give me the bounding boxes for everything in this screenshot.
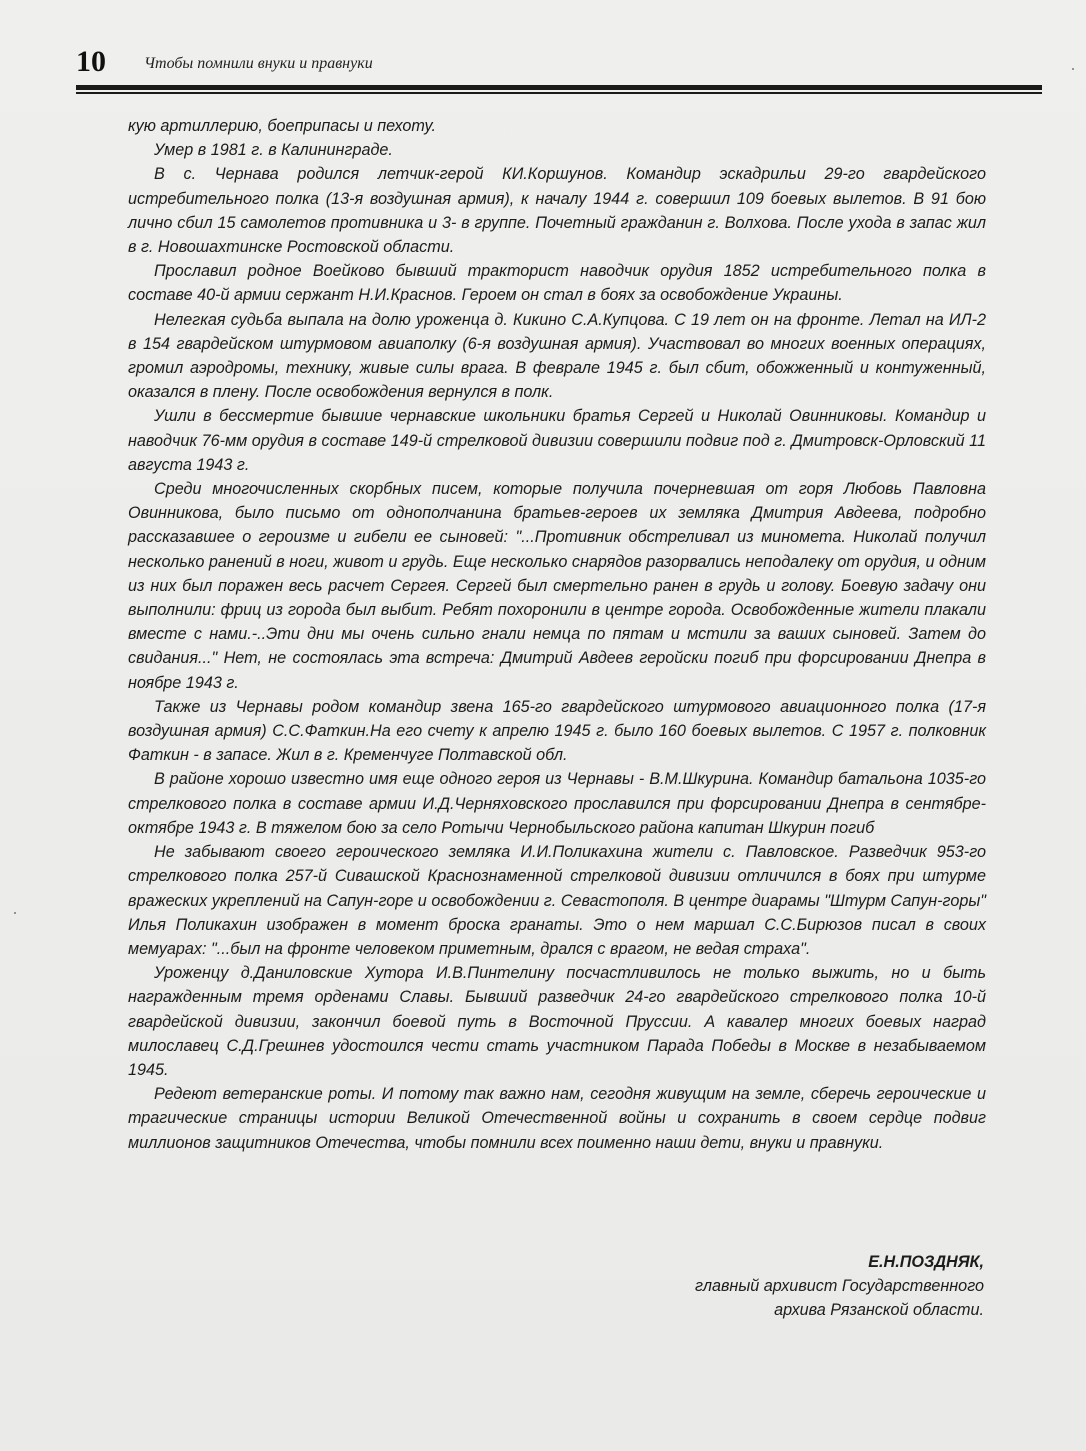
paragraph: Редеют ветеранские роты. И потому так важно нам, сегодня живущим на земле, сберечь героические и трагические страницы истории Великой Отечественной войны и сохранить в своем сердце подвиг миллионов защитников Отечества, чтобы помнили всех поименно наши дети, внуки и правнуки.	[128, 1085, 986, 1152]
paragraph: Ушли в бессмертие бывшие чернавские школьники братья Сергей и Николай Овинниковы. Командир и наводчик 76-мм орудия в составе 149-й стрелковой дивизии совершили подвиг под г. Дмитровск-Орловский 11 августа 1943 г.	[128, 407, 986, 474]
paragraph: Прославил родное Воейково бывший тракторист наводчик орудия 1852 истребительного полка в составе 40-й армии сержант Н.И.Краснов. Героем он стал в боях за освобождение Украины.	[128, 262, 986, 305]
author-name: Е.Н.ПОЗДНЯК,	[868, 1253, 984, 1271]
author-title-line-1: главный архивист Государственного	[695, 1277, 984, 1296]
paragraph: Также из Чернавы родом командир звена 165-го гвардейского штурмового авиационного полка (17-я воздушная армия) С.С.Фаткин.На его счету к апрелю 1945 г. было 160 боевых вылетов. С 1957 г. полковник Фаткин - в запасе. Жил в г. Кременчуге Полтавской обл.	[128, 697, 986, 765]
page-number: 10	[76, 45, 106, 78]
paragraph: В районе хорошо известно имя еще одного героя из Чернавы - В.М.Шкурина. Командир батальона 1035-го стрелкового полка в составе армии И.Д.Черняховского прославился при форсировании Днепра в сентябре-октябре 1943 г. В тяжелом бою за село Ротычи Чернобыльского района капитан Шкурин погиб	[128, 770, 986, 837]
paragraph: Уроженцу д.Даниловские Хутора И.В.Пинтелину посчастливилось не только выжить, но и быть награжденным тремя орденами Славы. Бывший разведчик 24-го гвардейского стрелкового полка 10-й гвардейской дивизии, закончил боевой путь в Восточной Пруссии. А кавалер многих боевых наград милославец С.Д.Грешнев удостоился чести стать участником Парада Победы в Москве в незабываемом 1945.	[128, 964, 986, 1079]
scan-speck	[1072, 68, 1074, 70]
paragraph: кую артиллерию, боеприпасы и пехоту.	[128, 117, 437, 135]
page-header	[76, 44, 1042, 84]
paragraph: В с. Чернава родился летчик-герой КИ.Коршунов. Командир эскадрильи 29-го гвардейского истребительного полка (13-я воздушная армия), к началу 1944 г. совершил 109 боевых вылетов. В 91 бою лично сбил 15 самолетов противника и 3- в группе. Почетный гражданин г. Волхова. После ухода в запас жил в г. Новошахтинске Ростовской области.	[128, 165, 986, 257]
running-title: Чтобы помнили внуки и правнуки	[144, 55, 373, 72]
signature-block	[695, 1250, 984, 1323]
paragraph: Умер в 1981 г. в Калининграде.	[154, 141, 393, 160]
author-title-line-2: архива Рязанской области.	[774, 1301, 984, 1320]
header-rule-thin	[76, 92, 1042, 94]
header-rule-thick	[76, 85, 1042, 90]
paragraph: Не забывают своего героического земляка И.И.Поликахина жители с. Павловское. Разведчик 953-го стрелкового полка 257-й Сивашской Краснознаменной стрелковой дивизии отличился в боях при штурме вражеских укреплений на Сапун-горе и освобождении г. Севастополя. В центре диарамы "Штурм Сапун-горы" Илья Поликахин изображен в момент броска гранаты. Это о нем маршал С.С.Бирюзов писал в своих мемуарах: "...был на фронте человеком приметным, дрался с врагом, не ведая страха".	[128, 843, 986, 958]
paragraph: Среди многочисленных скорбных писем, которые получила почерневшая от горя Любовь Павловна Овинникова, было письмо от однополчанина братьев-героев их земляка Дмитрия Авдеева, подробно рассказавшее о героизме и гибели ее сыновей: "...Противник обстреливал из миномета. Николай получил несколько ранений в ноги, живот и грудь. Еще несколько снарядов разорвались неподалеку от орудия, и одним из них был поражен весь расчет Сергея. Сергей был смертельно ранен в грудь и голову. Боевую задачу они выполнили: фриц из города был выбит. Ребят похоронили в центре города. Освобожденные жители плакали вместе с нами.-..Эти дни мы очень сильно гнали немца по пятам и мстили за ваших сыновей. Затем до свидания..." Нет, не состоялась эта встреча: Дмитрий Авдеев геройски погиб при форсировании Днепра в ноябре 1943 г.	[128, 480, 986, 692]
scan-speck	[14, 912, 16, 914]
paragraph: Нелегкая судьба выпала на долю уроженца д. Кикино С.А.Купцова. С 19 лет он на фронте. Летал на ИЛ-2 в 154 гвардейском штурмовом авиаполку (6-я воздушная армия). Участвовал во многих военных операциях, громил аэродромы, технику, живые силы врага. В феврале 1945 г. был сбит, обожженный и контуженный, оказался в плену. После освобождения вернулся в полк.	[128, 310, 986, 402]
article-body	[128, 114, 986, 1155]
